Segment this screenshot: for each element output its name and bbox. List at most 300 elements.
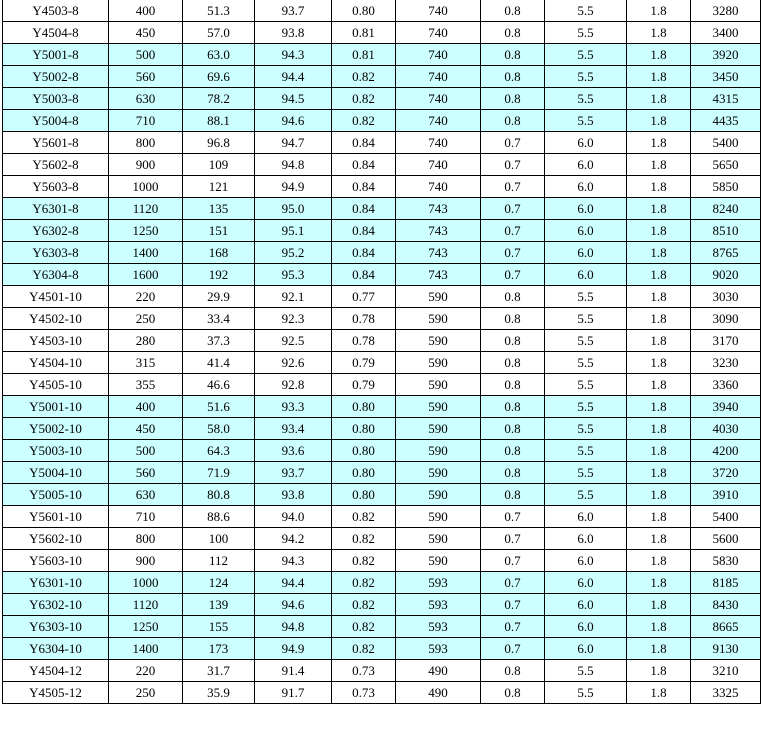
cell-max-torque-ratio: 1.8 (627, 374, 691, 396)
cell-noise-factor: 0.7 (481, 550, 545, 572)
cell-noise-factor: 0.8 (481, 330, 545, 352)
cell-efficiency: 94.8 (255, 154, 332, 176)
cell-power-factor: 0.80 (332, 396, 396, 418)
cell-max-torque-ratio: 1.8 (627, 264, 691, 286)
cell-noise-factor: 0.8 (481, 88, 545, 110)
table-row (3, 616, 761, 638)
cell-current: 100 (183, 528, 255, 550)
cell-weight: 5400 (691, 506, 761, 528)
cell-model: Y6302-10 (3, 594, 109, 616)
cell-model: Y5003-8 (3, 88, 109, 110)
cell-model: Y5002-10 (3, 418, 109, 440)
table-row (3, 264, 761, 286)
table-row (3, 462, 761, 484)
cell-weight: 5830 (691, 550, 761, 572)
cell-power-factor: 0.84 (332, 198, 396, 220)
cell-current: 35.9 (183, 682, 255, 704)
table-row (3, 550, 761, 572)
cell-max-torque-ratio: 1.8 (627, 44, 691, 66)
cell-noise-factor: 0.8 (481, 22, 545, 44)
cell-max-torque-ratio: 1.8 (627, 308, 691, 330)
cell-efficiency: 94.4 (255, 66, 332, 88)
cell-current: 41.4 (183, 352, 255, 374)
cell-noise-factor: 0.7 (481, 264, 545, 286)
cell-weight: 3170 (691, 330, 761, 352)
cell-power: 630 (109, 88, 183, 110)
cell-current: 57.0 (183, 22, 255, 44)
cell-speed: 590 (396, 330, 481, 352)
cell-weight: 4030 (691, 418, 761, 440)
cell-start-current-ratio: 6.0 (545, 638, 627, 660)
cell-start-current-ratio: 6.0 (545, 616, 627, 638)
cell-power: 1250 (109, 616, 183, 638)
cell-power-factor: 0.73 (332, 660, 396, 682)
cell-noise-factor: 0.7 (481, 176, 545, 198)
table-row (3, 506, 761, 528)
cell-model: Y4505-12 (3, 682, 109, 704)
cell-speed: 590 (396, 396, 481, 418)
cell-weight: 3940 (691, 396, 761, 418)
cell-start-current-ratio: 6.0 (545, 528, 627, 550)
cell-current: 33.4 (183, 308, 255, 330)
cell-max-torque-ratio: 1.8 (627, 220, 691, 242)
cell-max-torque-ratio: 1.8 (627, 396, 691, 418)
cell-start-current-ratio: 6.0 (545, 220, 627, 242)
cell-power: 450 (109, 418, 183, 440)
cell-weight: 3910 (691, 484, 761, 506)
cell-current: 88.1 (183, 110, 255, 132)
cell-noise-factor: 0.7 (481, 528, 545, 550)
cell-efficiency: 94.2 (255, 528, 332, 550)
cell-speed: 590 (396, 506, 481, 528)
cell-power-factor: 0.80 (332, 440, 396, 462)
cell-current: 173 (183, 638, 255, 660)
cell-current: 96.8 (183, 132, 255, 154)
cell-max-torque-ratio: 1.8 (627, 638, 691, 660)
cell-model: Y5001-10 (3, 396, 109, 418)
cell-max-torque-ratio: 1.8 (627, 0, 691, 22)
cell-weight: 3920 (691, 44, 761, 66)
cell-efficiency: 93.6 (255, 440, 332, 462)
cell-noise-factor: 0.7 (481, 198, 545, 220)
cell-current: 63.0 (183, 44, 255, 66)
cell-max-torque-ratio: 1.8 (627, 550, 691, 572)
cell-efficiency: 93.3 (255, 396, 332, 418)
cell-current: 69.6 (183, 66, 255, 88)
cell-power: 450 (109, 22, 183, 44)
cell-current: 51.3 (183, 0, 255, 22)
cell-power: 800 (109, 132, 183, 154)
table-row (3, 88, 761, 110)
cell-start-current-ratio: 6.0 (545, 176, 627, 198)
cell-max-torque-ratio: 1.8 (627, 22, 691, 44)
cell-speed: 490 (396, 660, 481, 682)
cell-current: 64.3 (183, 440, 255, 462)
cell-current: 46.6 (183, 374, 255, 396)
cell-speed: 590 (396, 440, 481, 462)
cell-speed: 743 (396, 242, 481, 264)
cell-power: 355 (109, 374, 183, 396)
cell-max-torque-ratio: 1.8 (627, 330, 691, 352)
cell-speed: 593 (396, 572, 481, 594)
cell-model: Y5602-10 (3, 528, 109, 550)
cell-model: Y4504-10 (3, 352, 109, 374)
cell-model: Y5001-8 (3, 44, 109, 66)
cell-efficiency: 93.7 (255, 0, 332, 22)
cell-power: 500 (109, 44, 183, 66)
cell-power-factor: 0.84 (332, 132, 396, 154)
cell-max-torque-ratio: 1.8 (627, 506, 691, 528)
cell-model: Y5002-8 (3, 66, 109, 88)
cell-noise-factor: 0.7 (481, 506, 545, 528)
cell-power: 220 (109, 660, 183, 682)
cell-noise-factor: 0.8 (481, 374, 545, 396)
cell-speed: 743 (396, 264, 481, 286)
cell-power-factor: 0.80 (332, 462, 396, 484)
cell-efficiency: 95.1 (255, 220, 332, 242)
cell-noise-factor: 0.7 (481, 638, 545, 660)
cell-speed: 593 (396, 616, 481, 638)
cell-noise-factor: 0.8 (481, 660, 545, 682)
cell-model: Y4501-10 (3, 286, 109, 308)
cell-weight: 9130 (691, 638, 761, 660)
cell-power: 1000 (109, 176, 183, 198)
cell-start-current-ratio: 6.0 (545, 264, 627, 286)
cell-speed: 590 (396, 528, 481, 550)
table-body (3, 0, 761, 704)
cell-speed: 740 (396, 44, 481, 66)
cell-max-torque-ratio: 1.8 (627, 286, 691, 308)
cell-max-torque-ratio: 1.8 (627, 110, 691, 132)
cell-efficiency: 93.4 (255, 418, 332, 440)
cell-efficiency: 94.4 (255, 572, 332, 594)
table-row (3, 242, 761, 264)
cell-weight: 8765 (691, 242, 761, 264)
cell-noise-factor: 0.8 (481, 44, 545, 66)
cell-max-torque-ratio: 1.8 (627, 484, 691, 506)
cell-model: Y6303-10 (3, 616, 109, 638)
cell-power: 280 (109, 330, 183, 352)
cell-power: 400 (109, 0, 183, 22)
cell-power-factor: 0.82 (332, 528, 396, 550)
cell-weight: 3360 (691, 374, 761, 396)
cell-speed: 740 (396, 0, 481, 22)
cell-current: 168 (183, 242, 255, 264)
cell-noise-factor: 0.8 (481, 110, 545, 132)
table-row (3, 286, 761, 308)
cell-current: 121 (183, 176, 255, 198)
cell-weight: 3030 (691, 286, 761, 308)
cell-weight: 3400 (691, 22, 761, 44)
cell-noise-factor: 0.8 (481, 286, 545, 308)
cell-start-current-ratio: 5.5 (545, 462, 627, 484)
cell-weight: 8185 (691, 572, 761, 594)
cell-max-torque-ratio: 1.8 (627, 88, 691, 110)
cell-noise-factor: 0.7 (481, 220, 545, 242)
cell-noise-factor: 0.8 (481, 308, 545, 330)
cell-start-current-ratio: 6.0 (545, 242, 627, 264)
cell-power-factor: 0.82 (332, 594, 396, 616)
cell-model: Y5603-8 (3, 176, 109, 198)
cell-model: Y6301-8 (3, 198, 109, 220)
cell-weight: 5850 (691, 176, 761, 198)
cell-power: 400 (109, 396, 183, 418)
cell-current: 151 (183, 220, 255, 242)
cell-speed: 593 (396, 638, 481, 660)
cell-noise-factor: 0.7 (481, 154, 545, 176)
cell-noise-factor: 0.8 (481, 0, 545, 22)
cell-current: 135 (183, 198, 255, 220)
cell-efficiency: 95.2 (255, 242, 332, 264)
cell-efficiency: 91.7 (255, 682, 332, 704)
table-row (3, 594, 761, 616)
cell-efficiency: 94.9 (255, 638, 332, 660)
cell-weight: 8240 (691, 198, 761, 220)
cell-speed: 593 (396, 594, 481, 616)
cell-max-torque-ratio: 1.8 (627, 242, 691, 264)
cell-weight: 3210 (691, 660, 761, 682)
cell-power: 500 (109, 440, 183, 462)
cell-efficiency: 94.0 (255, 506, 332, 528)
cell-model: Y6303-8 (3, 242, 109, 264)
cell-efficiency: 92.5 (255, 330, 332, 352)
cell-power-factor: 0.84 (332, 220, 396, 242)
cell-speed: 590 (396, 484, 481, 506)
cell-weight: 5400 (691, 132, 761, 154)
table-row (3, 374, 761, 396)
table-row (3, 682, 761, 704)
cell-start-current-ratio: 5.5 (545, 308, 627, 330)
cell-start-current-ratio: 5.5 (545, 66, 627, 88)
table-row (3, 352, 761, 374)
cell-power: 1120 (109, 198, 183, 220)
cell-power-factor: 0.82 (332, 88, 396, 110)
cell-power: 1250 (109, 220, 183, 242)
cell-speed: 590 (396, 308, 481, 330)
cell-max-torque-ratio: 1.8 (627, 616, 691, 638)
cell-max-torque-ratio: 1.8 (627, 528, 691, 550)
table-row (3, 22, 761, 44)
cell-start-current-ratio: 6.0 (545, 132, 627, 154)
cell-speed: 590 (396, 550, 481, 572)
cell-efficiency: 94.6 (255, 110, 332, 132)
cell-speed: 740 (396, 22, 481, 44)
cell-model: Y5003-10 (3, 440, 109, 462)
cell-power: 710 (109, 506, 183, 528)
cell-speed: 590 (396, 462, 481, 484)
cell-model: Y4505-10 (3, 374, 109, 396)
cell-model: Y4504-8 (3, 22, 109, 44)
cell-current: 88.6 (183, 506, 255, 528)
cell-current: 58.0 (183, 418, 255, 440)
cell-start-current-ratio: 5.5 (545, 440, 627, 462)
cell-power: 315 (109, 352, 183, 374)
cell-weight: 5600 (691, 528, 761, 550)
cell-max-torque-ratio: 1.8 (627, 418, 691, 440)
cell-current: 155 (183, 616, 255, 638)
cell-power-factor: 0.82 (332, 638, 396, 660)
cell-noise-factor: 0.8 (481, 484, 545, 506)
cell-power-factor: 0.80 (332, 418, 396, 440)
cell-model: Y4502-10 (3, 308, 109, 330)
cell-efficiency: 94.3 (255, 550, 332, 572)
cell-max-torque-ratio: 1.8 (627, 176, 691, 198)
cell-power-factor: 0.82 (332, 616, 396, 638)
cell-noise-factor: 0.8 (481, 462, 545, 484)
cell-start-current-ratio: 5.5 (545, 660, 627, 682)
table-row (3, 418, 761, 440)
table-row (3, 198, 761, 220)
cell-power: 1600 (109, 264, 183, 286)
cell-start-current-ratio: 5.5 (545, 88, 627, 110)
cell-power: 900 (109, 550, 183, 572)
cell-efficiency: 94.9 (255, 176, 332, 198)
cell-weight: 3280 (691, 0, 761, 22)
cell-model: Y6302-8 (3, 220, 109, 242)
table-row (3, 660, 761, 682)
cell-start-current-ratio: 5.5 (545, 286, 627, 308)
cell-start-current-ratio: 5.5 (545, 330, 627, 352)
cell-power-factor: 0.82 (332, 506, 396, 528)
cell-start-current-ratio: 5.5 (545, 110, 627, 132)
cell-power-factor: 0.82 (332, 66, 396, 88)
cell-speed: 740 (396, 132, 481, 154)
cell-power: 220 (109, 286, 183, 308)
cell-noise-factor: 0.7 (481, 594, 545, 616)
table-row (3, 176, 761, 198)
table-row (3, 66, 761, 88)
cell-power: 1120 (109, 594, 183, 616)
cell-efficiency: 93.7 (255, 462, 332, 484)
cell-speed: 490 (396, 682, 481, 704)
table-row (3, 330, 761, 352)
cell-max-torque-ratio: 1.8 (627, 66, 691, 88)
cell-weight: 4200 (691, 440, 761, 462)
cell-noise-factor: 0.7 (481, 572, 545, 594)
cell-power-factor: 0.81 (332, 22, 396, 44)
cell-power: 250 (109, 308, 183, 330)
cell-current: 29.9 (183, 286, 255, 308)
cell-start-current-ratio: 6.0 (545, 198, 627, 220)
cell-weight: 8430 (691, 594, 761, 616)
cell-efficiency: 93.8 (255, 484, 332, 506)
cell-power-factor: 0.78 (332, 330, 396, 352)
cell-speed: 743 (396, 198, 481, 220)
cell-speed: 590 (396, 374, 481, 396)
cell-current: 112 (183, 550, 255, 572)
cell-power-factor: 0.78 (332, 308, 396, 330)
cell-weight: 4315 (691, 88, 761, 110)
cell-noise-factor: 0.8 (481, 396, 545, 418)
cell-power-factor: 0.84 (332, 242, 396, 264)
cell-power-factor: 0.82 (332, 110, 396, 132)
cell-power-factor: 0.84 (332, 154, 396, 176)
cell-power-factor: 0.84 (332, 176, 396, 198)
cell-current: 124 (183, 572, 255, 594)
cell-model: Y5603-10 (3, 550, 109, 572)
table-row (3, 484, 761, 506)
cell-max-torque-ratio: 1.8 (627, 154, 691, 176)
cell-power: 900 (109, 154, 183, 176)
cell-current: 78.2 (183, 88, 255, 110)
cell-start-current-ratio: 5.5 (545, 22, 627, 44)
cell-speed: 740 (396, 66, 481, 88)
cell-model: Y6301-10 (3, 572, 109, 594)
cell-model: Y4503-8 (3, 0, 109, 22)
cell-weight: 3325 (691, 682, 761, 704)
cell-max-torque-ratio: 1.8 (627, 132, 691, 154)
table-row (3, 572, 761, 594)
cell-power: 630 (109, 484, 183, 506)
cell-weight: 3720 (691, 462, 761, 484)
cell-model: Y4504-12 (3, 660, 109, 682)
cell-current: 37.3 (183, 330, 255, 352)
cell-current: 139 (183, 594, 255, 616)
cell-start-current-ratio: 5.5 (545, 352, 627, 374)
cell-efficiency: 94.3 (255, 44, 332, 66)
cell-power-factor: 0.80 (332, 484, 396, 506)
cell-noise-factor: 0.8 (481, 352, 545, 374)
cell-speed: 740 (396, 176, 481, 198)
cell-noise-factor: 0.8 (481, 66, 545, 88)
cell-current: 51.6 (183, 396, 255, 418)
table-row (3, 638, 761, 660)
cell-start-current-ratio: 6.0 (545, 572, 627, 594)
cell-start-current-ratio: 5.5 (545, 484, 627, 506)
table-row (3, 220, 761, 242)
table-row (3, 0, 761, 22)
cell-power-factor: 0.73 (332, 682, 396, 704)
table-row (3, 154, 761, 176)
cell-power-factor: 0.82 (332, 550, 396, 572)
cell-noise-factor: 0.7 (481, 616, 545, 638)
cell-power: 1000 (109, 572, 183, 594)
cell-speed: 740 (396, 110, 481, 132)
cell-noise-factor: 0.8 (481, 682, 545, 704)
cell-noise-factor: 0.8 (481, 440, 545, 462)
cell-weight: 9020 (691, 264, 761, 286)
cell-start-current-ratio: 5.5 (545, 374, 627, 396)
cell-max-torque-ratio: 1.8 (627, 682, 691, 704)
cell-noise-factor: 0.7 (481, 242, 545, 264)
cell-power-factor: 0.77 (332, 286, 396, 308)
cell-power: 1400 (109, 638, 183, 660)
cell-current: 109 (183, 154, 255, 176)
cell-efficiency: 91.4 (255, 660, 332, 682)
cell-speed: 590 (396, 286, 481, 308)
table-row (3, 132, 761, 154)
cell-power-factor: 0.79 (332, 352, 396, 374)
table-row (3, 396, 761, 418)
cell-efficiency: 94.7 (255, 132, 332, 154)
motor-spec-table (2, 0, 761, 704)
table-row (3, 308, 761, 330)
cell-efficiency: 92.3 (255, 308, 332, 330)
cell-weight: 3450 (691, 66, 761, 88)
cell-model: Y5005-10 (3, 484, 109, 506)
cell-model: Y5004-10 (3, 462, 109, 484)
cell-weight: 8665 (691, 616, 761, 638)
cell-power-factor: 0.82 (332, 572, 396, 594)
cell-efficiency: 94.8 (255, 616, 332, 638)
table-row (3, 44, 761, 66)
cell-efficiency: 94.6 (255, 594, 332, 616)
cell-start-current-ratio: 5.5 (545, 44, 627, 66)
cell-start-current-ratio: 5.5 (545, 0, 627, 22)
cell-efficiency: 95.0 (255, 198, 332, 220)
cell-model: Y6304-10 (3, 638, 109, 660)
cell-power-factor: 0.81 (332, 44, 396, 66)
